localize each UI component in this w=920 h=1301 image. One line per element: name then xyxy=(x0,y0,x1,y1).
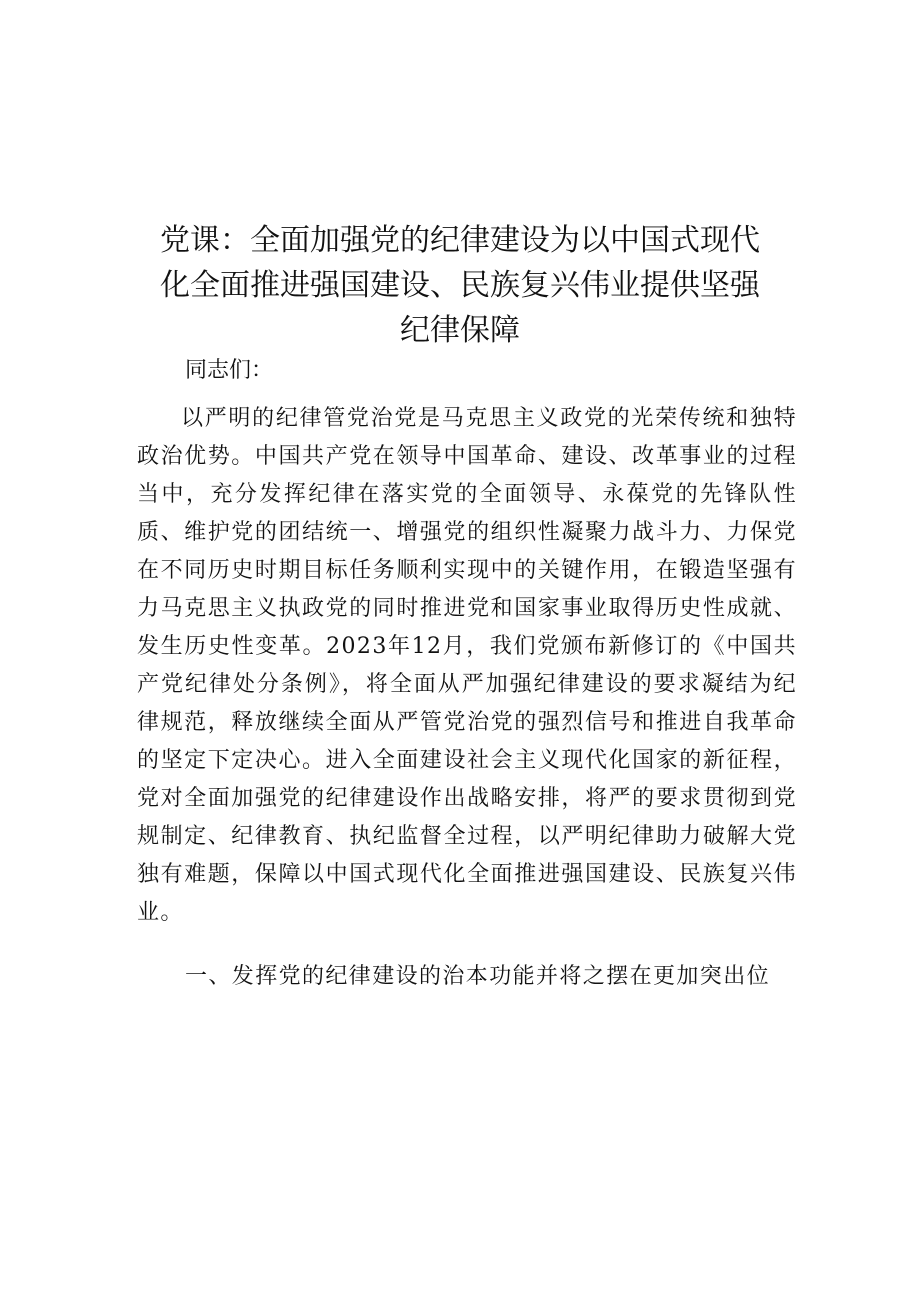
title-line-1: 党课：全面加强党的纪律建设为以中国式现代 xyxy=(160,223,760,258)
document-title xyxy=(150,218,770,353)
title-line-2: 化全面推进强国建设、民族复兴伟业提供坚强 xyxy=(160,268,760,303)
salutation: 同志们： xyxy=(185,358,274,383)
body-paragraph: 以严明的纪律管党治党是马克思主义政党的光荣传统和独特政治优势。中国共产党在领导中国革命、建设、改革事业的过程当中，充分发挥纪律在落实党的全面领导、永葆党的先锋队性质、维护党的团结统一、增强党的组织性凝聚力战斗力、力保党在不同历史时期目标任务顺利实现中的关键作用，在锻造坚强有力马克思主义执政党的同时推进党和国家事业取得历史性成就、发生历史性变革。2023年12月，我们党颁布新修订的《中国共产党纪律处分条例》，将全面从严加强纪律建设的要求凝结为纪律规范，释放继续全面从严管党治党的强烈信号和推进自我革命的坚定下定决心。进入全面建设社会主义现代化国家的新征程，党对全面加强党的纪律建设作出战略安排，将严的要求贯彻到党规制定、纪律教育、执纪监督全过程，以严明纪律助力破解大党独有难题，保障以中国式现代化全面推进强国建设、民族复兴伟业。 xyxy=(137,406,797,925)
title-line-3: 纪律保障 xyxy=(400,313,520,348)
section-heading: 一、发挥党的纪律建设的治本功能并将之摆在更加突出位 xyxy=(185,964,771,989)
